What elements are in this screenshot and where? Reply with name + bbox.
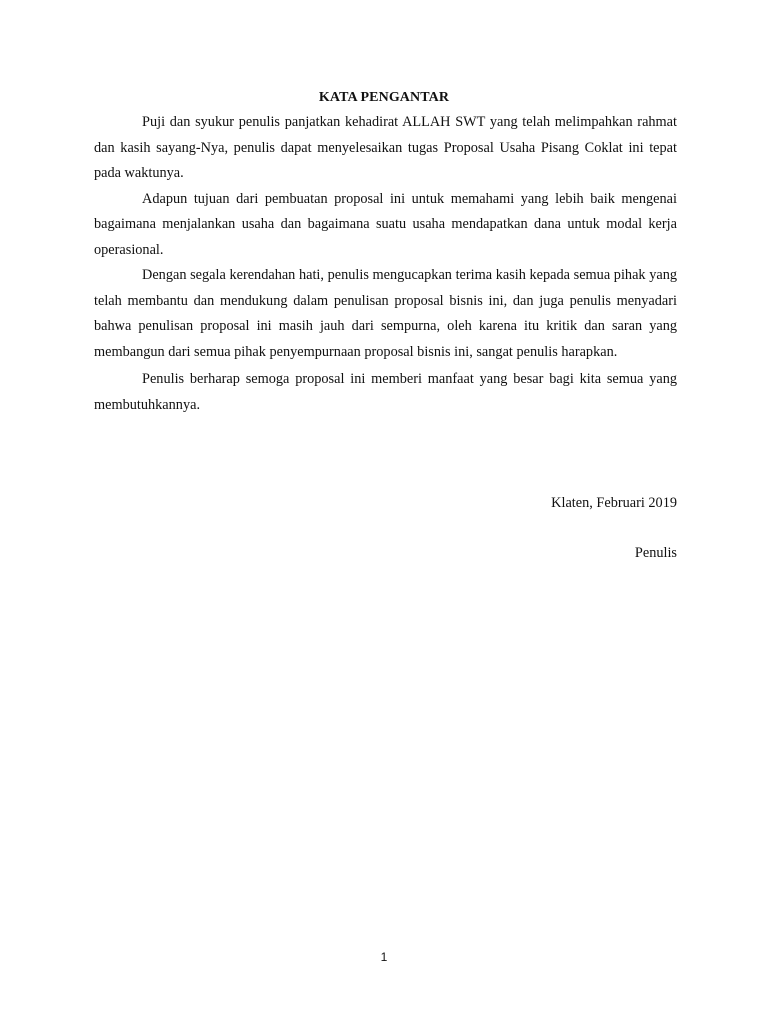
paragraph-2: Adapun tujuan dari pembuatan proposal ini untuk memahami yang lebih baik mengenai bagaimana menjalankan usaha dan bagaimana suatu usaha mendapatkan dana untuk modal kerja operasional. xyxy=(94,190,677,258)
paragraph-4: Penulis berharap semoga proposal ini memberi manfaat yang besar bagi kita semua yang membutuhkannya. xyxy=(94,371,677,413)
body-text xyxy=(94,110,677,418)
paragraph-3: Dengan segala kerendahan hati, penulis mengucapkan terima kasih kepada semua pihak yang telah membantu dan mendukung dalam penulisan proposal bisnis ini, dan juga penulis menyadari bahwa penulisan proposal ini masih jauh dari sempurna, oleh karena itu kritik dan saran yang membangun dari semua pihak penyempurnaan proposal bisnis ini, sangat penulis harapkan. xyxy=(94,267,677,360)
author-signature: Penulis xyxy=(634,545,677,561)
paragraph-1: Puji dan syukur penulis panjatkan kehadirat ALLAH SWT yang telah melimpahkan rahmat dan kasih sayang-Nya, penulis dapat menyelesaikan tugas Proposal Usaha Pisang Coklat ini tepat pada waktunya. xyxy=(94,114,677,181)
place-date: Klaten, Februari 2019 xyxy=(551,495,677,511)
page-number: 1 xyxy=(380,950,388,964)
page-title: KATA PENGANTAR xyxy=(318,90,450,105)
